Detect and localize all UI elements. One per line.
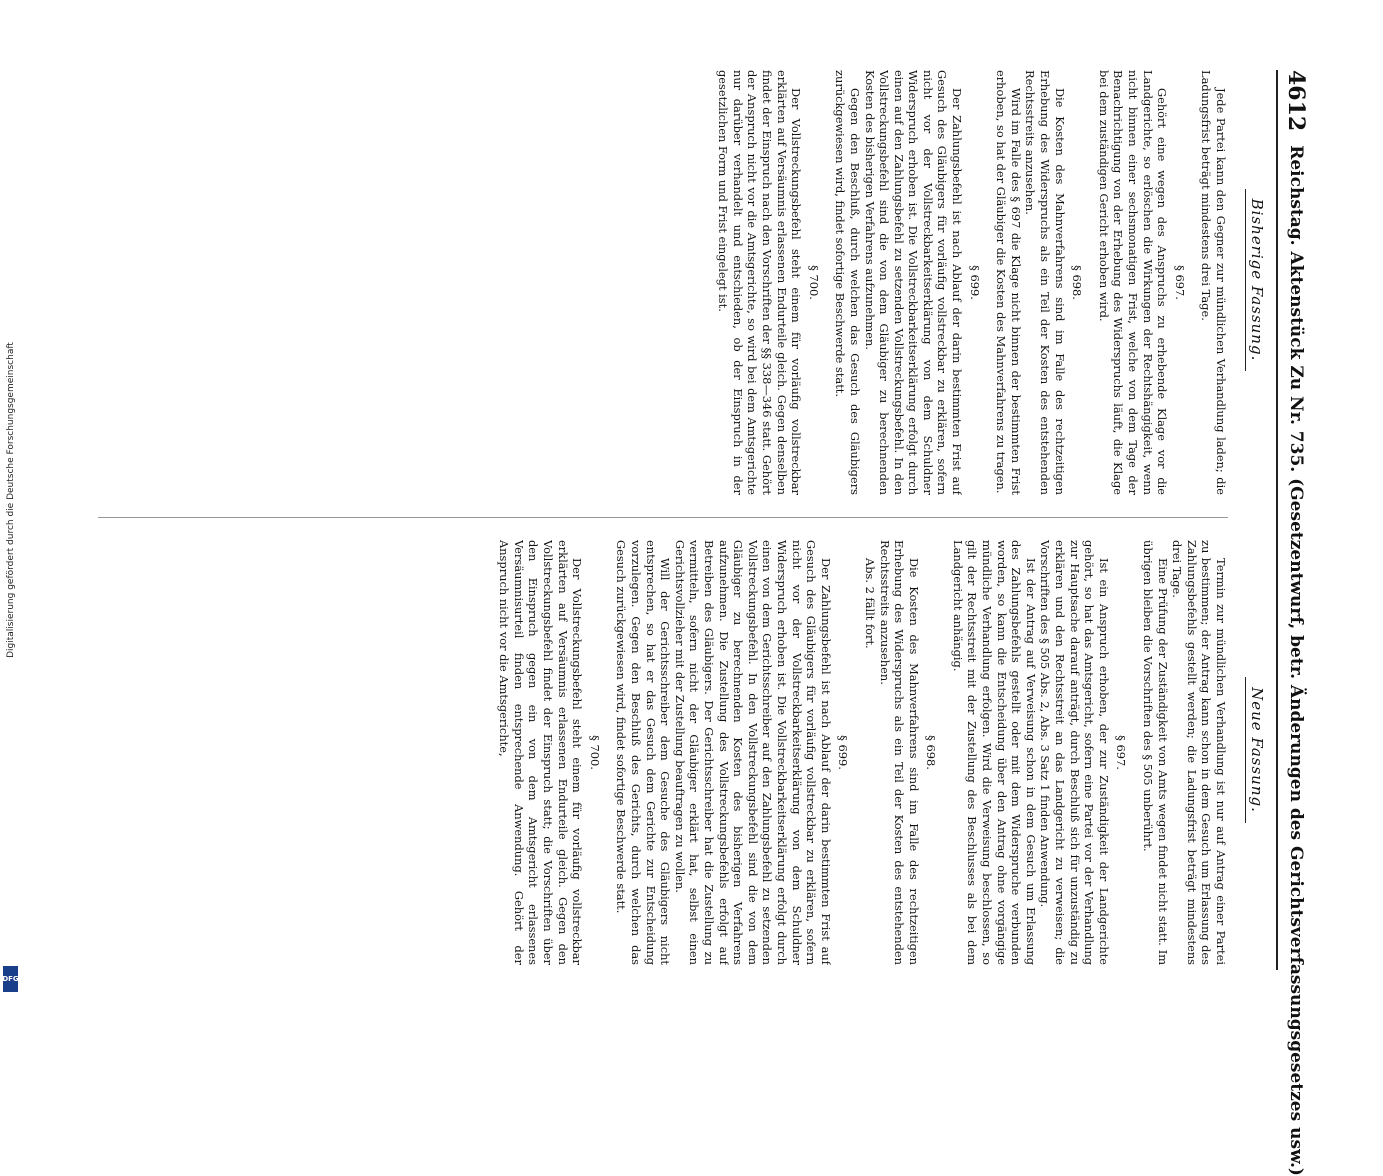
paragraph: Abs. 2 fällt fort. <box>862 558 877 649</box>
paragraph: Eine Prüfung der Zuständigkeit von Amts wegen findet nicht statt. Im übrigen bleiben die Vorschriften des § 505 unberührt. <box>1141 540 1170 965</box>
paragraph: Will der Gerichtsschreiber dem Gesuche des Gläubigers nicht entsprechen, so hat er das Gesuch dem Gerichte zur Entscheidung vorzulegen. Gegen den Beschluß des Gerichts, durch welchen das Gesuch zurückgewiesen wird, findet sofortige Beschwerde statt. <box>614 540 673 965</box>
paragraph: Jede Partei kann den Gegner zur mündlichen Verhandlung laden; die Ladungsfrist beträgt mindestens drei Tage. <box>1199 70 1228 495</box>
section-number: § 700. <box>806 265 821 300</box>
left-column-old-version <box>93 70 1228 495</box>
right-column-heading: Neue Fassung. <box>1248 540 1266 960</box>
section-number: § 697. <box>1114 735 1129 770</box>
dfg-logo: DFG <box>3 966 18 992</box>
digitization-strip <box>0 0 22 1000</box>
page-header <box>1276 70 1320 1176</box>
section-number: § 699. <box>836 735 851 770</box>
rotated-page-content <box>90 70 1320 1176</box>
scanned-page <box>90 70 1320 1176</box>
paragraph: Ist ein Anspruch erhoben, der zur Zuständigkeit der Landgerichte gehört, so hat das Amtsgericht, sofern eine Partei vor der Verhandlung zur Hauptsache darauf anträgt, durch Beschluß sich für unzuständig zu erklären und den Rechtsstreit an das Landgericht zu verweisen; die Vorschriften des § 505 Abs. 2, Abs. 3 Satz 1 finden Anwendung. <box>1038 540 1111 965</box>
left-column-heading: Bisherige Fassung. <box>1248 70 1266 490</box>
page-title: Reichstag. Aktenstück Zu Nr. 735. (Gesetzentwurf, betr. Änderungen des Gerichtsverfassungsgesetzes usw.) <box>1286 145 1306 1176</box>
section-number: § 700. <box>587 735 602 770</box>
paragraph: Gehört eine wegen des Anspruchs zu erhebende Klage vor die Landgerichte, so erlöschen die Wirkungen der Rechtshängigkeit, wenn nicht binnen einer sechsmonatigen Frist, welche von dem Tage der Benachrichtigung von der Erhebung des Widerspruchs läuft, die Klage bei dem zuständigen Gericht erhoben wird. <box>1096 70 1170 495</box>
paragraph: Der Vollstreckungsbefehl steht einem für vorläufig vollstreckbar erklärten auf Versäumnis erlassenen Endurteile gleich. Gegen denselben findet der Einspruch nach den Vorschriften der §§ 338—346 statt. Gehört der Anspruch nicht vor die Amtsgerichte, so wird bei dem Amtsgerichte nur darüber verhandelt und entschieden, ob der Einspruch in der gesetzlichen Form und Frist eingelegt ist. <box>716 70 804 495</box>
paragraph: Die Kosten des Mahnverfahrens sind im Falle des rechtzeitigen Erhebung des Widerspruchs als ein Teil der Kosten des entstehenden Rechtsstreits anzusehen. <box>877 540 921 965</box>
paragraph: Der Zahlungsbefehl ist nach Ablauf der darin bestimmten Frist auf Gesuch des Gläubigers für vorläufig vollstreckbar zu erklären, sofern nicht vor der Vollstreckbarkeitserklärung von dem Schuldner Widerspruch erhoben ist. Die Vollstreckbarkeitserklärung erfolgt durch einen von dem Gerichtsschreiber auf den Zahlungsbefehl zu setzenden Vollstreckungsbefehl. In den Vollstreckungsbefehl sind die von dem Gläubiger zu berechnenden Kosten des bisherigen Verfahrens aufzunehmen. Die Zustellung des Vollstreckungsbefehls erfolgt auf Betreiben des Gläubigers. Der Gerichtsschreiber hat die Zustellung zu vermitteln, sofern nicht der Gläubiger erklärt hat, selbst einen Gerichtsvollzieher mit der Zustellung beauftragen zu wollen. <box>672 540 833 965</box>
right-column-new-version <box>93 540 1228 965</box>
paragraph: Der Zahlungsbefehl ist nach Ablauf der darin bestimmten Frist auf Gesuch des Gläubigers für vorläufig vollstreckbar zu erklären, sofern nicht vor der Vollstreckbarkeitserklärung von dem Schuldner Widerspruch erhoben ist. Die Vollstreckbarkeitserklärung erfolgt durch einen auf den Zahlungsbefehl zu setzenden Vollstreckungsbefehl. In den Vollstreckungsbefehl sind die von dem Gläubiger zu berechnenden Kosten des bisherigen Verfahrens aufzunehmen. <box>862 70 965 495</box>
section-number: § 697. <box>1172 265 1187 300</box>
paragraph: Ist der Antrag auf Verweisung schon in dem Gesuch um Erlassung des Zahlungsbefehls gestellt oder mit dem Widerspruche verbunden worden, so kann die Entscheidung über den Antrag ohne vorgängige mündliche Verhandlung erfolgen. Wird die Verweisung beschlossen, so gilt der Rechtsstreit mit der Zustellung des Beschlusses als bei dem Landgericht anhängig. <box>950 540 1038 965</box>
section-number: § 699. <box>967 265 982 300</box>
paragraph: Der Vollstreckungsbefehl steht einem für vorläufig vollstreckbar erklärten auf Versäumnis erlassenen Endurteile gleich. Gegen den Vollstreckungsbefehl findet der Einspruch statt; die Vorschriften über den Einspruch gegen ein von dem Amtsgericht erlassenes Versäumnisurteil finden entsprechende Anwendung. Gehört der Anspruch nicht vor die Amtsgerichte, <box>497 540 585 965</box>
column-divider <box>98 517 1228 518</box>
paragraph: Wird im Falle des § 697 die Klage nicht binnen der bestimmten Frist erhoben, so hat der Gläubiger die Kosten des Mahnverfahrens zu tragen. <box>994 70 1023 495</box>
paragraph: Gegen den Beschluß, durch welchen das Gesuch des Gläubigers zurückgewiesen wird, findet sofortige Beschwerde statt. <box>833 70 862 495</box>
paragraph: Termin zur mündlichen Verhandlung ist nur auf Antrag einer Partei zu bestimmen; der Antrag kann schon in dem Gesuch um Erlassung des Zahlungsbefehls gestellt werden; die Ladungsfrist beträgt mindestens drei Tage. <box>1170 540 1228 965</box>
section-number: § 698. <box>924 735 939 770</box>
page-number: 4612 <box>1283 70 1309 132</box>
paragraph: Die Kosten des Mahnverfahrens sind im Falle des rechtzeitigen Erhebung des Widerspruchs als ein Teil der Kosten des entstehenden Rechtsstreits anzusehen. <box>1023 70 1067 495</box>
digitization-note: Digitalisierung gefördert durch die Deutsche Forschungsgemeinschaft <box>6 342 16 658</box>
section-number: § 698. <box>1070 265 1085 300</box>
